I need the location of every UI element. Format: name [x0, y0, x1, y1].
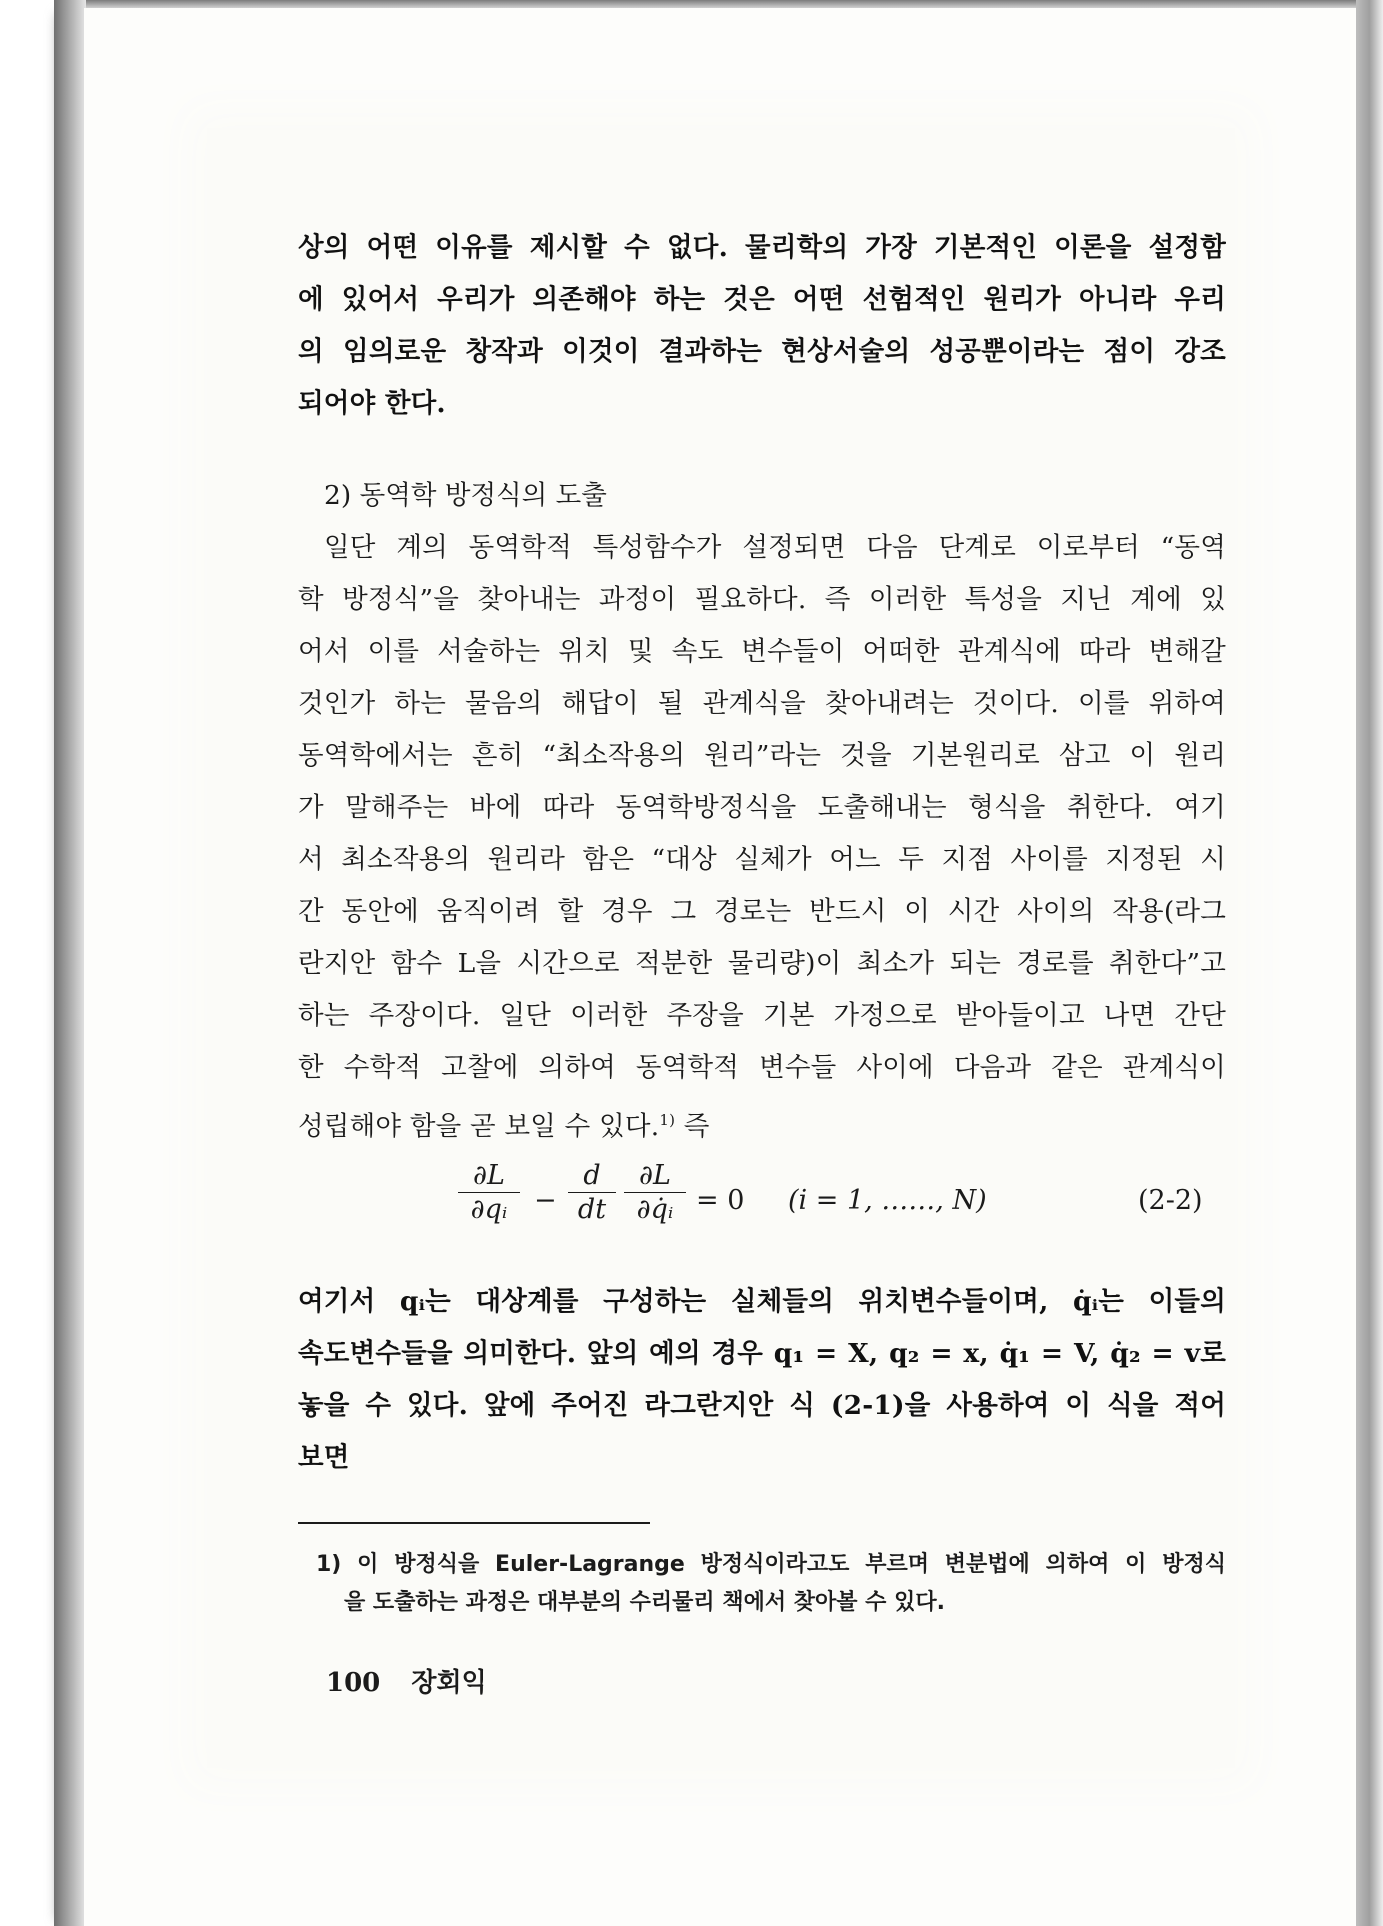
text-line: 간 동안에 움직이려 할 경우 그 경로는 반드시 이 시간 사이의 작용(라그: [298, 896, 1226, 927]
running-author: 장회익: [411, 1668, 487, 1698]
text-line: 어서 이를 서술하는 위치 및 속도 변수들이 어떠한 관계식에 따라 변해갈: [298, 636, 1226, 667]
fraction-dL-dqi: [458, 1160, 520, 1227]
paragraph-top: [298, 222, 1226, 430]
text-segment: 성립해야 함을 곧 보일 수 있다.: [298, 1111, 660, 1142]
text-line: 일단 계의 동역학적 특성함수가 설정되면 다음 단계로 이로부터 “동역: [324, 532, 1226, 563]
text-line: 란지안 함수 L을 시간으로 적분한 물리량)이 최소가 되는 경로를 취한다”고: [298, 948, 1226, 979]
fraction-numerator: ∂L: [639, 1160, 671, 1191]
text-line: 놓을 수 있다. 앞에 주어진 라그란지안 식 (2-1)을 사용하여 이 식을 적어: [298, 1390, 1226, 1421]
fraction-dL-dqdoti: [624, 1160, 686, 1227]
fraction-numerator: d: [583, 1160, 601, 1191]
text-line: 서 최소작용의 원리라 함은 “대상 실체가 어느 두 지점 사이를 지정된 시: [298, 844, 1226, 875]
footnote: [316, 1546, 1226, 1622]
section-heading: 2) 동역학 방정식의 도출: [324, 480, 607, 511]
footnote-line: 1) 이 방정식을 Euler-Lagrange 방정식이라고도 부르며 변분법에 의하여 이 방정식: [316, 1552, 1226, 1577]
book-edge-left: [54, 0, 86, 1926]
fraction-denominator: ∂qᵢ: [470, 1194, 508, 1225]
text-line: 한 수학적 고찰에 의하여 동역학적 변수들 사이에 다음과 같은 관계식이: [298, 1052, 1226, 1083]
fraction-denominator: dt: [577, 1194, 607, 1225]
text-line: 학 방정식”을 찾아내는 과정이 필요하다. 즉 이러한 특성을 지닌 계에 있: [298, 584, 1226, 615]
book-edge-right: [1356, 0, 1383, 1926]
text-line: 속도변수들을 의미한다. 앞의 예의 경우 q₁ = X, q₂ = x, q̇₁ = V, q̇₂ = v로: [298, 1338, 1226, 1369]
text-line: 상의 어떤 이유를 제시할 수 없다. 물리학의 가장 기본적인 이론을 설정함: [298, 232, 1226, 263]
paragraph-after-equation: [298, 1276, 1226, 1484]
equation-number: (2-2): [1138, 1185, 1203, 1216]
index-range: (i = 1, ……, N): [788, 1185, 987, 1216]
text-line: 의 임의로운 창작과 이것이 결과하는 현상서술의 성공뿐이라는 점이 강조: [298, 336, 1226, 367]
equals-zero: = 0: [696, 1185, 745, 1216]
footnote-mark: 1): [659, 1111, 676, 1129]
text-line: 가 말해주는 바에 따라 동역학방정식을 도출해내는 형식을 취한다. 여기: [298, 792, 1226, 823]
text-line: 에 있어서 우리가 의존해야 하는 것은 어떤 선험적인 원리가 아니라 우리: [298, 284, 1226, 315]
text-line: 되어야 한다.: [298, 388, 446, 419]
paragraph-main: [298, 522, 1226, 1146]
text-line: 동역학에서는 흔히 “최소작용의 원리”라는 것을 기본원리로 삼고 이 원리: [298, 740, 1226, 771]
fraction-d-dt: [568, 1160, 616, 1227]
page-number: 100: [326, 1668, 381, 1698]
text-line: 여기서 qᵢ는 대상계를 구성하는 실체들의 위치변수들이며, q̇ᵢ는 이들의: [298, 1286, 1226, 1317]
text-line: 것인가 하는 물음의 해답이 될 관계식을 찾아내려는 것이다. 이를 위하여: [298, 688, 1226, 719]
text-line: 보면: [298, 1442, 350, 1473]
text-line: [298, 1094, 1226, 1146]
text-line: 하는 주장이다. 일단 이러한 주장을 기본 가정으로 받아들이고 나면 간단: [298, 1000, 1226, 1031]
text-segment: 즉: [675, 1111, 710, 1142]
footnote-line: 을 도출하는 과정은 대부분의 수리물리 책에서 찾아볼 수 있다.: [344, 1590, 945, 1615]
page-footer: [326, 1662, 487, 1699]
fraction-numerator: ∂L: [473, 1160, 505, 1191]
book-edge-top: [70, 0, 1360, 8]
equation-2-2: [458, 1160, 1218, 1240]
fraction-denominator: ∂q̇ᵢ: [636, 1194, 674, 1225]
minus-sign: −: [534, 1185, 557, 1216]
footnote-divider: [298, 1522, 650, 1524]
